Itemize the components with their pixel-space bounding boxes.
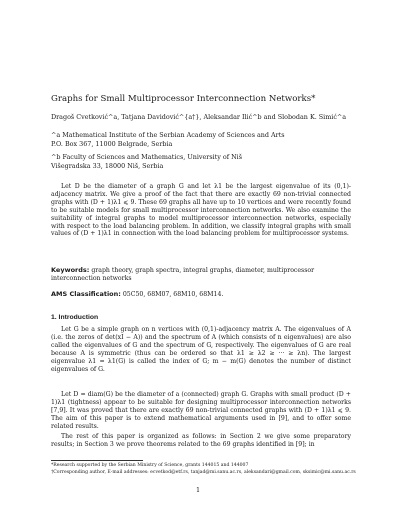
section-heading: 1. Introduction <box>51 314 99 321</box>
intro-paragraph-3: The rest of this paper is organized as follows: in Section 2 we give some preparatory results; in Section 3 we prove theorems related to the 69 graphs identified in [9]; in <box>51 433 351 448</box>
keywords-block <box>51 267 351 283</box>
affiliation-a <box>51 131 371 148</box>
affiliation-a-line2: P.O. Box 367, 11000 Belgrade, Serbia <box>51 139 173 148</box>
keywords-text: graph theory, graph spectra, integral graphs, diameter, multiprocessor interconnection networks <box>51 267 315 282</box>
abstract: Let D be the diameter of a graph G and let λ1 be the largest eigenvalue of its (0,1)-adjacency matrix. We give a proof of the fact that there are exactly 69 non-trivial connected graphs with (D + 1)λ1 ⩽ 9. These 69 graphs all have up to 10 vertices and were recently found to be suitable models for small multiprocessor interconnection networks. We also examine the suitability of integral graphs to model multiprocessor interconnection networks, especially with respect to the load balancing problem. In addition, we classify integral graphs with small values of (D + 1)λ1 in connection with the load balancing problem for multiprocessor systems. <box>51 183 351 238</box>
intro-paragraph-2: Let D = diam(G) be the diameter of a (connected) graph G. Graphs with small product (D + 1)λ1 (tightness) appear to be suitable for designing multiprocessor interconnection networks [7,9]. It was proved that there are exactly 69 non-trivial connected graphs with (D + 1)λ1 ⩽ 9. The aim of this paper is to extend mathematical arguments used in [9], and to offer some related results. <box>51 391 351 430</box>
affiliation-b-line1: ^b Faculty of Sciences and Mathematics, University of Niš <box>51 153 243 161</box>
page-number: 1 <box>196 486 201 494</box>
footnote-1: *Research supported by the Serbian Ministry of Science, grants 144015 and 144007 <box>51 463 249 468</box>
ams-text: 05C50, 68M07, 68M10, 68M14. <box>122 291 224 298</box>
affiliation-a-line1: ^a Mathematical Institute of the Serbian Academy of Sciences and Arts <box>51 131 285 139</box>
paper-title: Graphs for Small Multiprocessor Interconnection Networks* <box>51 94 316 104</box>
intro-paragraph-1: Let G be a simple graph on n vertices with (0,1)-adjacency matrix A. The eigenvalues of A (i.e. the zeros of det(xI − A)) and the spectrum of A (which consists of n eigenvalues) are also called the eigenvalues of G and the spectrum of G, respectively. The eigenvalues of G are real because A is symmetric (thus can be ordered so that λ1 ≥ λ2 ≥ ··· ≥ λn). The largest eigenvalue λ1 = λ1(G) is called the index of G; m − m(G) denotes the number of distinct eigenvalues of G. <box>51 326 351 373</box>
affiliation-b-line2: Višegradska 33, 18000 Niš, Serbia <box>51 161 164 170</box>
ams-label: AMS Classification: <box>51 290 121 298</box>
affiliation-b <box>51 153 371 170</box>
footnote-2: †Corresponding author, E-mail addresses: ecvetkod@etf.rs, tanjad@mi.sanu.ac.rs, aleksandari@gmail.com, sksimic@mi.sanu.ac.rs <box>51 470 356 475</box>
author-list: Dragoš Cvetković^a, Tatjana Davidović^{a†}, Aleksandar Ilić^b and Slobodan K. Simić^a <box>51 113 347 121</box>
keywords-label: Keywords: <box>51 266 90 274</box>
footnote-rule <box>51 460 143 461</box>
ams-block <box>51 291 351 299</box>
